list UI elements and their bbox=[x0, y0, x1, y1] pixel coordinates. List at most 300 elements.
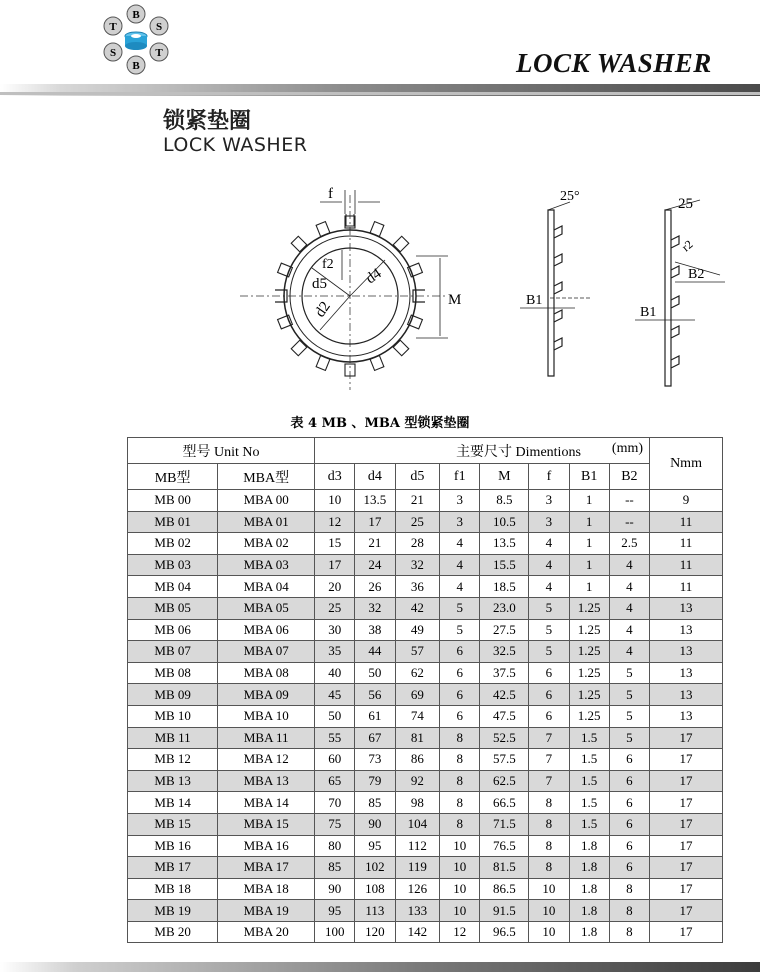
table-row bbox=[128, 511, 723, 533]
table-cell: 62.5 bbox=[480, 770, 529, 792]
table-cell: 71.5 bbox=[480, 813, 529, 835]
table-body bbox=[128, 490, 723, 943]
table-cell: 17 bbox=[650, 727, 723, 749]
logo-ball bbox=[127, 56, 145, 74]
table-cell: MB 13 bbox=[128, 770, 218, 792]
table-row bbox=[128, 857, 723, 879]
table-cell: 30 bbox=[315, 619, 355, 641]
table-cell: 10.5 bbox=[480, 511, 529, 533]
table-cell: 25 bbox=[315, 597, 355, 619]
header-unit-no: 型号 Unit No bbox=[128, 438, 315, 464]
label-angle-25-a: 25° bbox=[560, 189, 580, 204]
table-cell: 1.25 bbox=[569, 597, 609, 619]
table-cell: 49 bbox=[395, 619, 440, 641]
table-cell: 8 bbox=[440, 792, 480, 814]
table-cell: 108 bbox=[355, 878, 395, 900]
table-cell: 1.25 bbox=[569, 619, 609, 641]
header-dimensions bbox=[315, 438, 650, 464]
table-cell: 119 bbox=[395, 857, 440, 879]
table-cell: 6 bbox=[440, 662, 480, 684]
table-cell: 96.5 bbox=[480, 921, 529, 943]
table-cell: 8 bbox=[440, 727, 480, 749]
table-cell: 18.5 bbox=[480, 576, 529, 598]
table-cell: MBA 10 bbox=[218, 705, 315, 727]
table-cell: 11 bbox=[650, 511, 723, 533]
table-cell: 23.0 bbox=[480, 597, 529, 619]
table-caption: 表 4 MB 、MBA 型锁紧垫圈 bbox=[290, 416, 470, 431]
table-cell: 5 bbox=[609, 727, 649, 749]
table-cell: 6 bbox=[609, 792, 649, 814]
table-cell: 32 bbox=[355, 597, 395, 619]
table-cell: 6 bbox=[440, 705, 480, 727]
table-row bbox=[128, 705, 723, 727]
table-cell: 8 bbox=[529, 857, 569, 879]
table-cell: 10 bbox=[440, 900, 480, 922]
table-cell: 8 bbox=[440, 813, 480, 835]
table-cell: 5 bbox=[609, 662, 649, 684]
table-row bbox=[128, 813, 723, 835]
table-cell: 17 bbox=[650, 835, 723, 857]
table-cell: MB 06 bbox=[128, 619, 218, 641]
table-cell: MB 01 bbox=[128, 511, 218, 533]
table-cell: 6 bbox=[609, 813, 649, 835]
label-angle-25-b: 25 bbox=[678, 196, 693, 212]
table-cell: 17 bbox=[650, 921, 723, 943]
table-cell: 13 bbox=[650, 662, 723, 684]
table-cell: MBA 15 bbox=[218, 813, 315, 835]
table-cell: MBA 02 bbox=[218, 533, 315, 555]
table-cell: 50 bbox=[355, 662, 395, 684]
table-cell: 1.5 bbox=[569, 727, 609, 749]
table-cell: 4 bbox=[440, 533, 480, 555]
table-cell: 17 bbox=[650, 900, 723, 922]
table-cell: 24 bbox=[355, 554, 395, 576]
table-cell: 81.5 bbox=[480, 857, 529, 879]
table-cell: MBA 07 bbox=[218, 641, 315, 663]
table-cell: 7 bbox=[529, 727, 569, 749]
table-cell: 57 bbox=[395, 641, 440, 663]
label-B1-b: B1 bbox=[640, 305, 657, 320]
table-cell: 142 bbox=[395, 921, 440, 943]
table-cell: 8 bbox=[529, 813, 569, 835]
table-cell: 1 bbox=[569, 576, 609, 598]
column-header: f bbox=[529, 464, 569, 490]
table-cell: 1.8 bbox=[569, 857, 609, 879]
table-cell: MB 04 bbox=[128, 576, 218, 598]
table-cell: MBA 20 bbox=[218, 921, 315, 943]
table-cell: 17 bbox=[650, 749, 723, 771]
table-cell: 52.5 bbox=[480, 727, 529, 749]
table-cell: MB 12 bbox=[128, 749, 218, 771]
table-cell: 95 bbox=[355, 835, 395, 857]
column-header: f1 bbox=[440, 464, 480, 490]
table-cell: 6 bbox=[609, 857, 649, 879]
table-cell: 3 bbox=[529, 511, 569, 533]
table-cell: 4 bbox=[609, 576, 649, 598]
table-cell: 7 bbox=[529, 749, 569, 771]
table-row bbox=[128, 749, 723, 771]
table-cell: 104 bbox=[395, 813, 440, 835]
label-d5: d5 bbox=[312, 276, 327, 292]
table-cell: MB 00 bbox=[128, 490, 218, 512]
table-cell: 13 bbox=[650, 597, 723, 619]
table-cell: 15.5 bbox=[480, 554, 529, 576]
table-cell: MB 10 bbox=[128, 705, 218, 727]
table-cell: 27.5 bbox=[480, 619, 529, 641]
table-cell: MBA 14 bbox=[218, 792, 315, 814]
table-cell: 56 bbox=[355, 684, 395, 706]
side-view-mba bbox=[635, 200, 725, 386]
column-header: MBA型 bbox=[218, 464, 315, 490]
table-cell: 102 bbox=[355, 857, 395, 879]
table-cell: MBA 03 bbox=[218, 554, 315, 576]
table-cell: 6 bbox=[529, 662, 569, 684]
header-mm: (mm) bbox=[611, 440, 644, 456]
table-cell: 81 bbox=[395, 727, 440, 749]
table-cell: 85 bbox=[355, 792, 395, 814]
table-cell: 45 bbox=[315, 684, 355, 706]
table-cell: 69 bbox=[395, 684, 440, 706]
table-cell: 13.5 bbox=[480, 533, 529, 555]
table-cell: 8.5 bbox=[480, 490, 529, 512]
table-cell: 32 bbox=[395, 554, 440, 576]
table-cell: 90 bbox=[315, 878, 355, 900]
table-row bbox=[128, 662, 723, 684]
table-cell: 112 bbox=[395, 835, 440, 857]
table-cell: 42.5 bbox=[480, 684, 529, 706]
table-cell: MBA 11 bbox=[218, 727, 315, 749]
front-view bbox=[240, 190, 448, 390]
table-cell: 38 bbox=[355, 619, 395, 641]
table-cell: MB 07 bbox=[128, 641, 218, 663]
table-cell: MB 03 bbox=[128, 554, 218, 576]
table-cell: 80 bbox=[315, 835, 355, 857]
logo-ball bbox=[104, 17, 122, 35]
table-row bbox=[128, 641, 723, 663]
table-cell: 50 bbox=[315, 705, 355, 727]
table-cell: MB 05 bbox=[128, 597, 218, 619]
table-cell: 13 bbox=[650, 619, 723, 641]
table-cell: 4 bbox=[609, 619, 649, 641]
table-row bbox=[128, 835, 723, 857]
table-cell: 3 bbox=[440, 490, 480, 512]
table-cell: 13.5 bbox=[355, 490, 395, 512]
logo-letter: B bbox=[132, 60, 140, 72]
table-cell: MBA 01 bbox=[218, 511, 315, 533]
table-cell: 73 bbox=[355, 749, 395, 771]
table-cell: 11 bbox=[650, 533, 723, 555]
table-cell: 1.25 bbox=[569, 662, 609, 684]
table-cell: 70 bbox=[315, 792, 355, 814]
table-cell: MB 09 bbox=[128, 684, 218, 706]
table-cell: 8 bbox=[609, 921, 649, 943]
table-cell: 1 bbox=[569, 511, 609, 533]
label-d2: d2 bbox=[312, 298, 334, 321]
table-cell: 74 bbox=[395, 705, 440, 727]
table-row bbox=[128, 576, 723, 598]
table-row bbox=[128, 727, 723, 749]
table-cell: 10 bbox=[529, 878, 569, 900]
table-cell: 6 bbox=[440, 641, 480, 663]
table-cell: 1.8 bbox=[569, 835, 609, 857]
table-cell: 4 bbox=[609, 597, 649, 619]
table-cell: 4 bbox=[529, 576, 569, 598]
header-nmm: Nmm bbox=[650, 438, 723, 490]
table-cell: -- bbox=[609, 490, 649, 512]
side-view-mb bbox=[520, 202, 590, 376]
title-chinese: 锁紧垫圈 bbox=[163, 108, 252, 134]
table-cell: 13 bbox=[650, 684, 723, 706]
label-B2: B2 bbox=[688, 267, 705, 282]
table-cell: 6 bbox=[609, 835, 649, 857]
table-cell: -- bbox=[609, 511, 649, 533]
logo-letter: S bbox=[109, 47, 117, 59]
logo-ball bbox=[150, 17, 168, 35]
table-cell: 1.5 bbox=[569, 813, 609, 835]
label-r2: r2 bbox=[678, 237, 696, 255]
table-cell: 32.5 bbox=[480, 641, 529, 663]
table-cell: MB 11 bbox=[128, 727, 218, 749]
table-row bbox=[128, 533, 723, 555]
table-cell: 11 bbox=[650, 576, 723, 598]
table-cell: 37.5 bbox=[480, 662, 529, 684]
table-cell: 5 bbox=[609, 705, 649, 727]
table-cell: 25 bbox=[395, 511, 440, 533]
table-cell: 1.8 bbox=[569, 878, 609, 900]
label-f2: f2 bbox=[322, 257, 334, 272]
table-cell: 10 bbox=[529, 900, 569, 922]
label-f: f bbox=[328, 186, 333, 202]
logo-letter: S bbox=[155, 21, 163, 33]
column-header: B1 bbox=[569, 464, 609, 490]
column-header: MB型 bbox=[128, 464, 218, 490]
table-cell: 1.8 bbox=[569, 921, 609, 943]
table-cell: 113 bbox=[355, 900, 395, 922]
table-cell: 5 bbox=[440, 619, 480, 641]
table-cell: 8 bbox=[529, 792, 569, 814]
header-divider-line bbox=[0, 92, 760, 95]
column-header: d3 bbox=[315, 464, 355, 490]
table-cell: 10 bbox=[440, 835, 480, 857]
table-cell: MB 19 bbox=[128, 900, 218, 922]
label-M: M bbox=[448, 292, 462, 308]
table-cell: 35 bbox=[315, 641, 355, 663]
table-cell: 7 bbox=[529, 770, 569, 792]
table-cell: 21 bbox=[395, 490, 440, 512]
table-cell: 17 bbox=[650, 878, 723, 900]
table-cell: 100 bbox=[315, 921, 355, 943]
table-cell: 75 bbox=[315, 813, 355, 835]
table-cell: MB 17 bbox=[128, 857, 218, 879]
label-B1-a: B1 bbox=[526, 293, 543, 308]
table-cell: 5 bbox=[529, 641, 569, 663]
table-cell: 11 bbox=[650, 554, 723, 576]
table-cell: 92 bbox=[395, 770, 440, 792]
table-cell: 20 bbox=[315, 576, 355, 598]
table-cell: MB 16 bbox=[128, 835, 218, 857]
table-cell: 4 bbox=[529, 533, 569, 555]
column-header: d5 bbox=[395, 464, 440, 490]
table-cell: 6 bbox=[440, 684, 480, 706]
table-cell: 17 bbox=[650, 792, 723, 814]
table-row bbox=[128, 770, 723, 792]
table-cell: 42 bbox=[395, 597, 440, 619]
table-cell: 13 bbox=[650, 705, 723, 727]
table-cell: 90 bbox=[355, 813, 395, 835]
table-cell: MBA 08 bbox=[218, 662, 315, 684]
table-cell: MBA 18 bbox=[218, 878, 315, 900]
table-cell: 6 bbox=[609, 749, 649, 771]
table-cell: MBA 19 bbox=[218, 900, 315, 922]
table-cell: MB 14 bbox=[128, 792, 218, 814]
logo-letter: T bbox=[109, 21, 117, 33]
table-cell: 1.25 bbox=[569, 684, 609, 706]
table-cell: 47.5 bbox=[480, 705, 529, 727]
table-cell: 98 bbox=[395, 792, 440, 814]
column-header: M bbox=[480, 464, 529, 490]
table-cell: 3 bbox=[440, 511, 480, 533]
table-cell: 8 bbox=[609, 878, 649, 900]
table-row bbox=[128, 684, 723, 706]
logo-ball bbox=[150, 43, 168, 61]
table-row bbox=[128, 921, 723, 943]
table-row bbox=[128, 900, 723, 922]
table-cell: 44 bbox=[355, 641, 395, 663]
table-cell: MBA 06 bbox=[218, 619, 315, 641]
logo-ball bbox=[127, 5, 145, 23]
table-cell: 10 bbox=[315, 490, 355, 512]
table-cell: MBA 12 bbox=[218, 749, 315, 771]
table-cell: 5 bbox=[529, 597, 569, 619]
table-cell: 9 bbox=[650, 490, 723, 512]
table-cell: 4 bbox=[440, 554, 480, 576]
logo-letter: T bbox=[155, 47, 163, 59]
company-logo bbox=[95, 4, 177, 76]
table-cell: MBA 05 bbox=[218, 597, 315, 619]
footer-divider bbox=[0, 962, 760, 972]
lock-washer-drawing bbox=[230, 180, 730, 400]
table-cell: 61 bbox=[355, 705, 395, 727]
table-cell: 10 bbox=[440, 857, 480, 879]
table-cell: 8 bbox=[529, 835, 569, 857]
header-title: LOCK WASHER bbox=[516, 48, 712, 78]
column-header: B2 bbox=[609, 464, 649, 490]
table-cell: 79 bbox=[355, 770, 395, 792]
table-cell: 4 bbox=[529, 554, 569, 576]
table-cell: MB 18 bbox=[128, 878, 218, 900]
table-cell: 17 bbox=[355, 511, 395, 533]
table-cell: 86.5 bbox=[480, 878, 529, 900]
table-cell: 15 bbox=[315, 533, 355, 555]
table-cell: 120 bbox=[355, 921, 395, 943]
table-cell: 6 bbox=[609, 770, 649, 792]
table-cell: 60 bbox=[315, 749, 355, 771]
table-cell: 1.5 bbox=[569, 770, 609, 792]
table-cell: 95 bbox=[315, 900, 355, 922]
table-row bbox=[128, 878, 723, 900]
table-cell: 28 bbox=[395, 533, 440, 555]
table-cell: 21 bbox=[355, 533, 395, 555]
table-cell: 2.5 bbox=[609, 533, 649, 555]
table-cell: MB 02 bbox=[128, 533, 218, 555]
table-cell: 1 bbox=[569, 533, 609, 555]
table-cell: 1.5 bbox=[569, 792, 609, 814]
table-cell: 1.25 bbox=[569, 705, 609, 727]
table-cell: MB 20 bbox=[128, 921, 218, 943]
table-cell: 5 bbox=[529, 619, 569, 641]
table-cell: 66.5 bbox=[480, 792, 529, 814]
table-cell: 26 bbox=[355, 576, 395, 598]
table-cell: 5 bbox=[440, 597, 480, 619]
table-cell: 57.5 bbox=[480, 749, 529, 771]
table-row bbox=[128, 619, 723, 641]
table-cell: 17 bbox=[650, 770, 723, 792]
table-cell: 10 bbox=[529, 921, 569, 943]
logo-ball bbox=[104, 43, 122, 61]
logo-bearing-icon bbox=[125, 32, 147, 50]
table-cell: 91.5 bbox=[480, 900, 529, 922]
table-cell: 10 bbox=[440, 878, 480, 900]
table-cell: 4 bbox=[440, 576, 480, 598]
table-cell: MBA 17 bbox=[218, 857, 315, 879]
table-cell: 17 bbox=[650, 813, 723, 835]
table-cell: MBA 13 bbox=[218, 770, 315, 792]
lock-washer-table bbox=[127, 437, 723, 943]
table-cell: MBA 00 bbox=[218, 490, 315, 512]
table-cell: 3 bbox=[529, 490, 569, 512]
table-cell: 12 bbox=[440, 921, 480, 943]
table-cell: 13 bbox=[650, 641, 723, 663]
table-cell: 1 bbox=[569, 554, 609, 576]
table-cell: 4 bbox=[609, 554, 649, 576]
table-cell: MBA 16 bbox=[218, 835, 315, 857]
label-d4: d4 bbox=[363, 265, 385, 288]
table-cell: 133 bbox=[395, 900, 440, 922]
title-english: LOCK WASHER bbox=[163, 134, 308, 156]
table-cell: 1.25 bbox=[569, 641, 609, 663]
table-cell: 8 bbox=[609, 900, 649, 922]
column-header-row bbox=[128, 464, 723, 490]
table-cell: 17 bbox=[650, 857, 723, 879]
table-cell: MBA 04 bbox=[218, 576, 315, 598]
table-cell: 4 bbox=[609, 641, 649, 663]
table-cell: 67 bbox=[355, 727, 395, 749]
table-cell: 1.8 bbox=[569, 900, 609, 922]
table-cell: 86 bbox=[395, 749, 440, 771]
table-cell: 85 bbox=[315, 857, 355, 879]
table-cell: 6 bbox=[529, 705, 569, 727]
table-cell: 12 bbox=[315, 511, 355, 533]
table-cell: 126 bbox=[395, 878, 440, 900]
table-cell: 55 bbox=[315, 727, 355, 749]
table-cell: 62 bbox=[395, 662, 440, 684]
table-cell: 1.5 bbox=[569, 749, 609, 771]
table-cell: 8 bbox=[440, 770, 480, 792]
table-cell: 6 bbox=[529, 684, 569, 706]
table-row bbox=[128, 597, 723, 619]
table-cell: MB 15 bbox=[128, 813, 218, 835]
table-row bbox=[128, 490, 723, 512]
table-cell: 76.5 bbox=[480, 835, 529, 857]
table-cell: MBA 09 bbox=[218, 684, 315, 706]
table-cell: 5 bbox=[609, 684, 649, 706]
logo-letter: B bbox=[132, 9, 140, 21]
table-cell: 40 bbox=[315, 662, 355, 684]
table-row bbox=[128, 554, 723, 576]
table-row bbox=[128, 792, 723, 814]
table-cell: 1 bbox=[569, 490, 609, 512]
column-header: d4 bbox=[355, 464, 395, 490]
